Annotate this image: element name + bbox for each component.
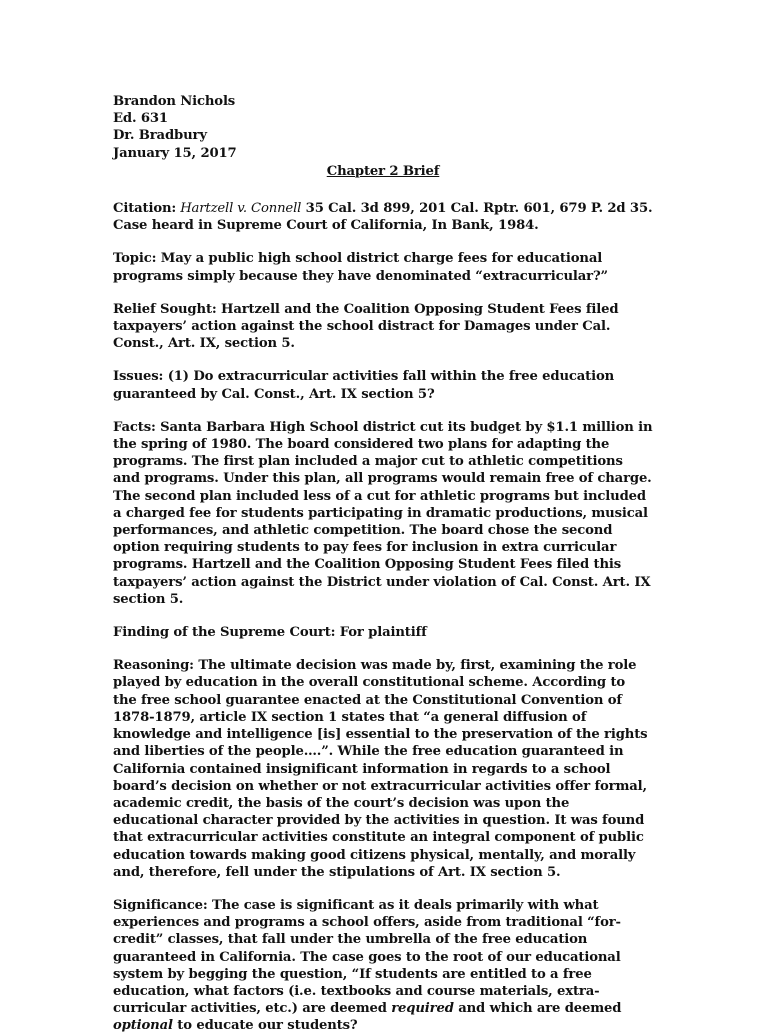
facts-label: Facts: (113, 419, 156, 435)
significance-label: Significance: (113, 897, 208, 913)
issues-text: (1) Do extracurricular activities fall within the free education guaranteed by Cal. Const., Art. IX section 5? (113, 369, 615, 402)
reasoning-label: Reasoning: (113, 658, 194, 674)
document-title: Chapter 2 Brief (326, 163, 440, 179)
instructor-name: Dr. Bradbury (113, 128, 207, 144)
topic-label: Topic: (113, 251, 157, 267)
citation-paragraph (113, 200, 653, 234)
reasoning-paragraph (113, 657, 653, 881)
topic-paragraph (113, 250, 653, 284)
facts-paragraph (113, 419, 653, 608)
reasoning-text: The ultimate decision was made by, first, examining the role played by education in the overall constitutional scheme. According to the free school guarantee enacted at the Constitutional Convention of 1878-1879, article IX section 1 states that “a general diffusion of knowledge and intelligence [is] essential to the preservation of the rights and liberties of the people….”. While the free education guaranteed in California contained insignificant information in regards to a school board’s decision on whether or not extracurricular activities offer formal, academic credit, the basis of the court’s decision was upon the educational character provided by the activities in question. It was found that extracurricular activities constitute an integral component of public education towards making good citizens physical, mentally, and morally and, therefore, fell under the stipulations of Art. IX section 5. (113, 658, 648, 880)
relief-text: Hartzell and the Coalition Opposing Student Fees filed taxpayers’ action against the school distract for Damages under Cal. Const., Art. IX, section 5. (113, 301, 619, 352)
relief-label: Relief Sought: (113, 301, 217, 317)
required-word: required (391, 1001, 454, 1017)
case-name: Hartzell v. Connell (180, 201, 302, 217)
document-date: January 15, 2017 (113, 145, 237, 161)
author-name: Brandon Nichols (113, 94, 236, 109)
significance-text-3: to educate our students? (172, 1018, 358, 1034)
relief-paragraph (113, 301, 653, 353)
finding-paragraph: Finding of the Supreme Court: For plaintiff (113, 625, 427, 641)
significance-paragraph (113, 897, 653, 1035)
facts-text: Santa Barbara High School district cut its budget by $1.1 million in the spring of 1980. The board considered two plans for adapting the programs. The first plan included a major cut to athletic competitions and programs. Under this plan, all programs would remain free of charge. The second plan included less of a cut for athletic programs but included a charged fee for students participating in dramatic productions, musical performances, and athletic competition. The board chose the second option requiring students to pay fees for inclusion in extra curricular programs. Hartzell and the Coalition Opposing Student Fees filed this taxpayers’ action against the District under violation of Cal. Const. Art. IX section 5. (113, 419, 653, 607)
course-number: Ed. 631 (113, 111, 168, 127)
significance-text-2: and which are deemed (453, 1001, 622, 1017)
significance-text-1: The case is significant as it deals primarily with what experiences and programs a school offers, aside from traditional “for-credit” classes, that fall under the umbrella of the free education guaranteed in California. The case goes to the root of our educational system by begging the question, “If students are entitled to a free education, what factors (i.e. textbooks and course materials, extra-curricular activities, etc.) are deemed (113, 897, 621, 1017)
document-page (113, 93, 653, 1035)
issues-label: Issues: (113, 369, 164, 385)
issues-paragraph (113, 368, 653, 402)
optional-word: optional (113, 1018, 173, 1034)
citation-text: 35 Cal. 3d 899, 201 Cal. Rptr. 601, 679 P. 2d 35. Case heard in Supreme Court of California, In Bank, 1984. (113, 201, 653, 234)
citation-label: Citation: (113, 201, 177, 217)
topic-text: May a public high school district charge fees for educational programs simply because they have denominated “extracurricular?” (113, 251, 608, 284)
